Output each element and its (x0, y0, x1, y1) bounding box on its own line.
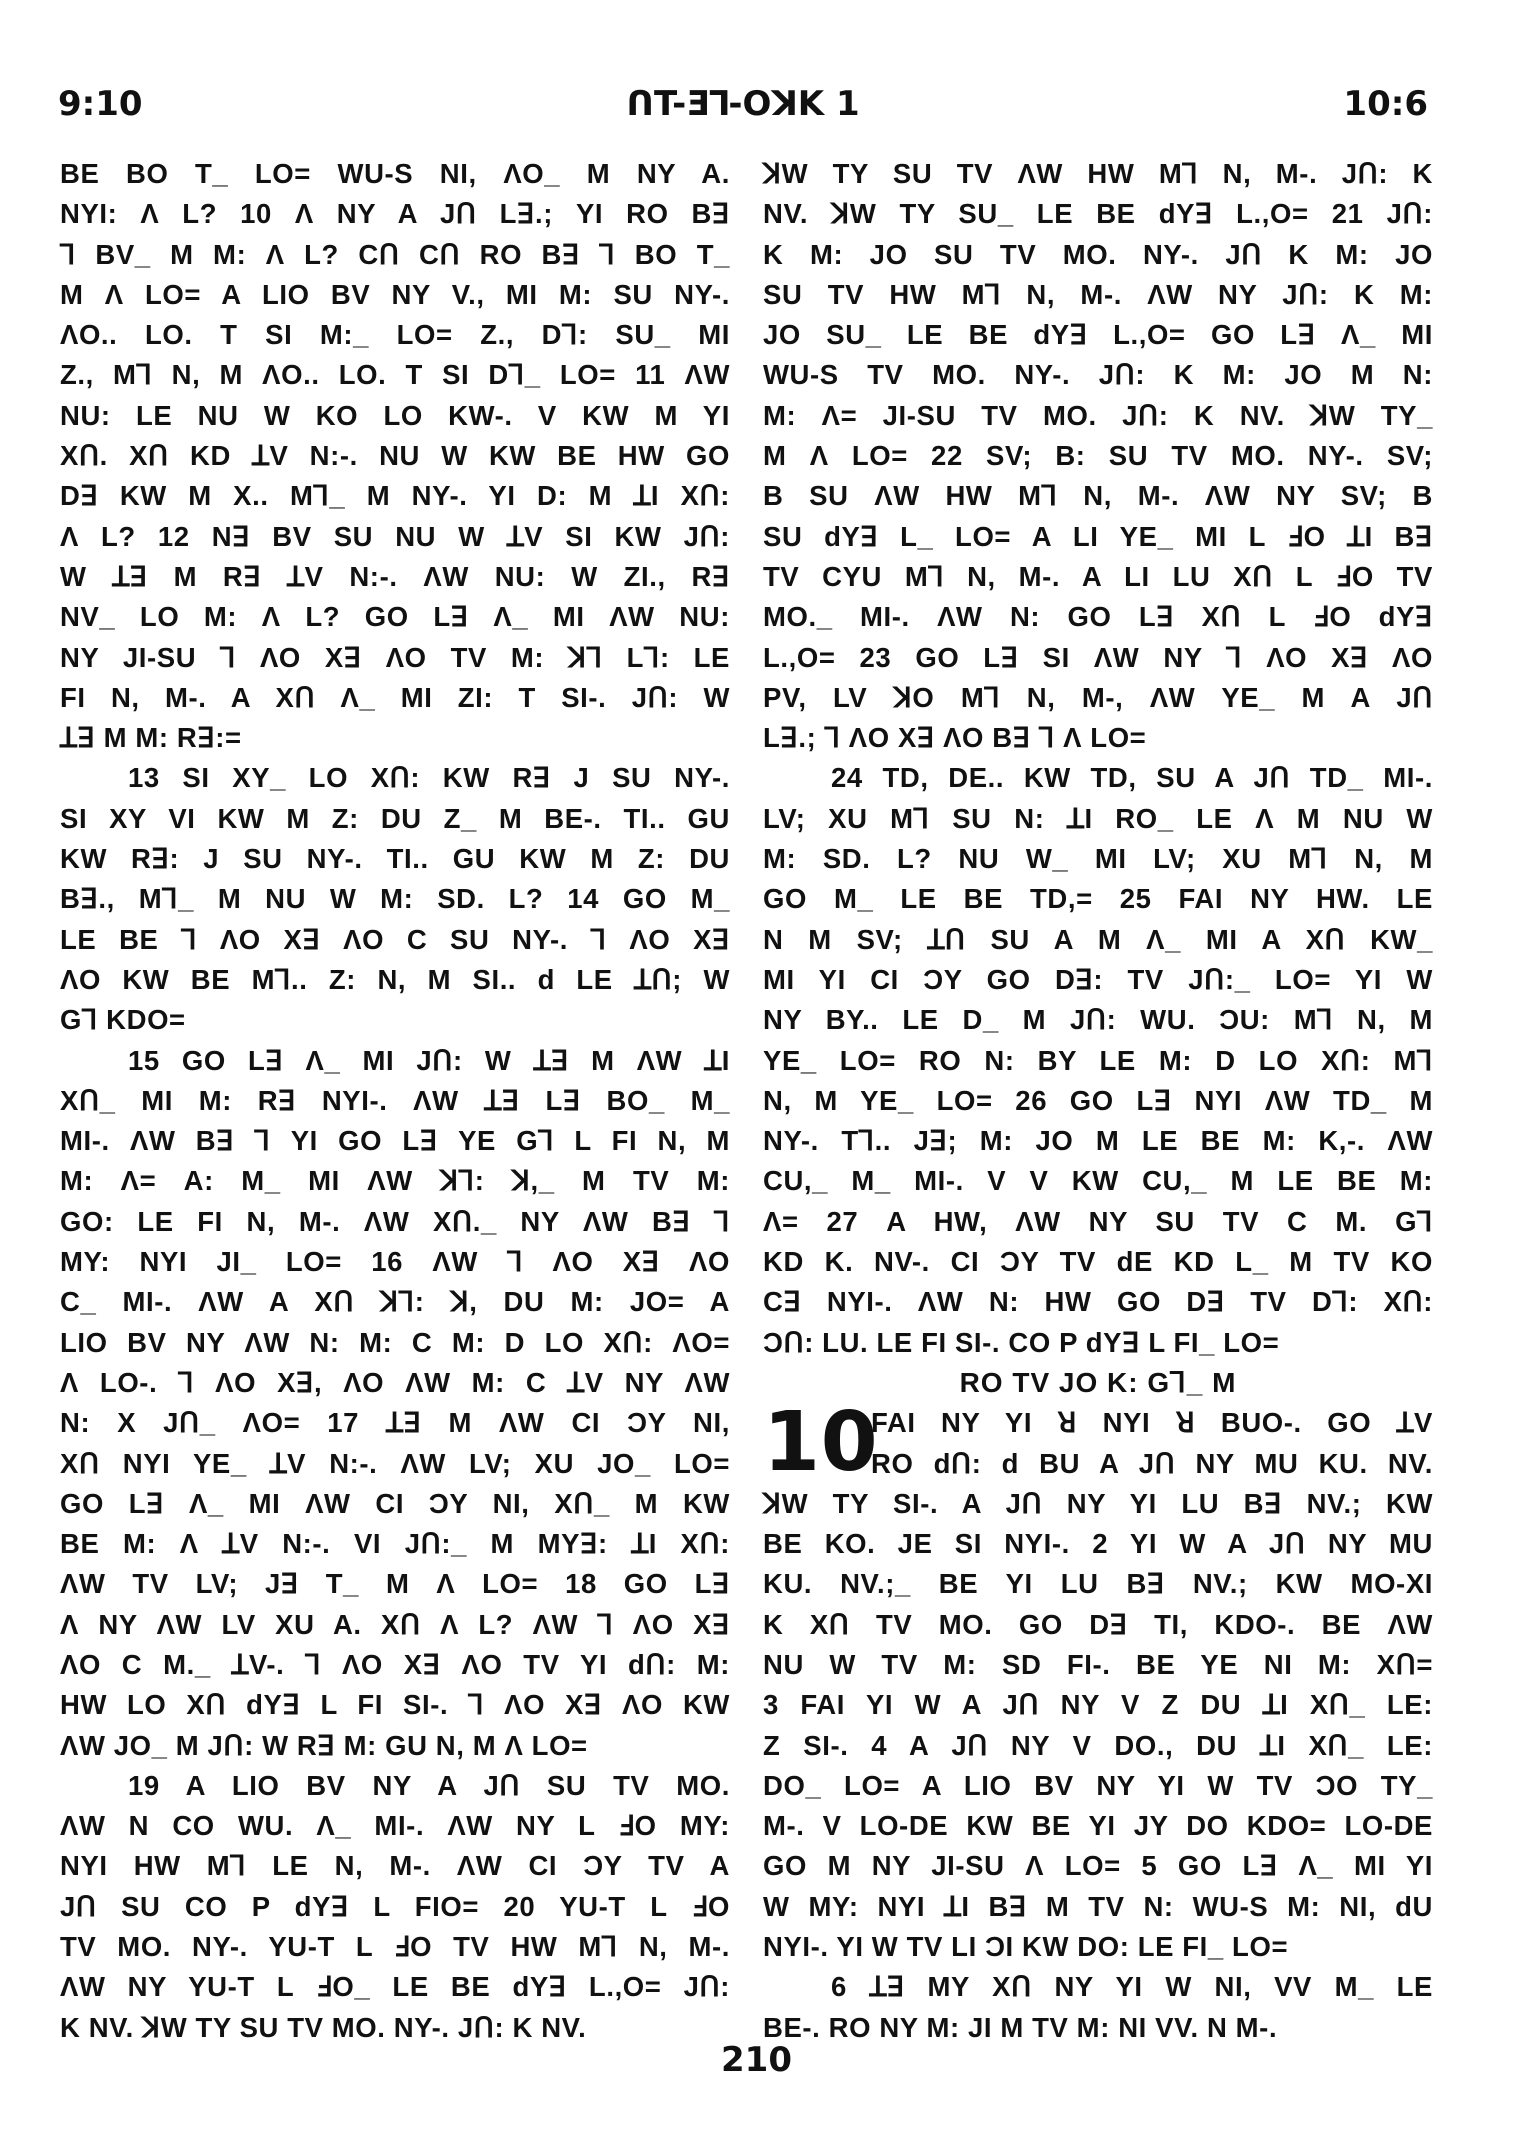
text-line: DO_ LO= A LIO BV NY YI W TV ƆO TY_ (763, 1769, 1433, 1801)
text-line: WU-S TV MO. NY-. Jꓵ: K M: JO M N: (763, 359, 1433, 391)
text-line: LV; XU Mꓶ SU N: ꓕI RO_ LE Λ M NU W (763, 802, 1433, 834)
text-line: BE M: Λ ꓕV N:-. VI Jꓵ:_ M MYꓱ: ꓕI Xꓵ: (60, 1528, 730, 1560)
text-line: NY BY.. LE D_ M Jꓵ: WU. ƆU: Mꓶ N, M (763, 1004, 1433, 1036)
chapter-opening (763, 1395, 1433, 1491)
text-line: GO M NY JI-SU Λ LO= 5 GO Lꓱ Λ_ MI YI (763, 1850, 1433, 1882)
text-line: Λ L? 12 Nꓱ BV SU NU W ꓕV SI KW Jꓵ: (60, 520, 730, 552)
text-line: Λ LO-. ꓶ ΛO Xꓱ, ΛO ΛW M: C ꓕV NY ΛW (60, 1366, 730, 1398)
text-line: Z SI-. 4 A Jꓵ NY V DO., DU ꓕI Xꓵ_ LE: (763, 1729, 1433, 1761)
text-line: ΛW NY YU-T L ꓞO_ LE BE dYꓱ L.,O= Jꓵ: (60, 1971, 730, 2003)
text-line: MY: NYI JI_ LO= 16 ΛW ꓶ ΛO Xꓱ ΛO (60, 1246, 730, 1278)
text-line: K M: JO SU TV MO. NY-. Jꓵ K M: JO (763, 238, 1433, 270)
header-book-title: ꓵT-Ǝꓶ-OꓘK 1 (626, 84, 860, 124)
text-line: GO M_ LE BE TD,= 25 FAI NY HW. LE (763, 883, 1433, 915)
text-line: C_ MI-. ΛW A Xꓵ ꓘꓶ: ꓘ, DU M: JO= A (60, 1286, 730, 1318)
text-line: 6 ꓕꓱ MY Xꓵ NY YI W NI, VV M_ LE (831, 1971, 1433, 2003)
running-header (58, 84, 1428, 132)
left-text-column (60, 154, 730, 2048)
page-number: 210 (721, 2040, 792, 2080)
text-line: 15 GO Lꓱ Λ_ MI Jꓵ: W ꓕꓱ M ΛW ꓕI (128, 1044, 730, 1076)
text-line: L.,O= 23 GO Lꓱ SI ΛW NY ꓶ ΛO Xꓱ ΛO (763, 641, 1433, 673)
text-line: M Λ LO= 22 SV; B: SU TV MO. NY-. SV; (763, 440, 1433, 472)
text-line: K Xꓵ TV MO. GO Dꓱ TI, KDO-. BE ΛW (763, 1608, 1433, 1640)
text-line: HW LO Xꓵ dYꓱ L FI SI-. ꓶ ΛO Xꓱ ΛO KW (60, 1689, 730, 1721)
text-line: ΛO.. LO. T SI M:_ LO= Z., Dꓶ: SU_ MI (60, 319, 730, 351)
text-line: N, M YE_ LO= 26 GO Lꓱ NYI ΛW TD_ M (763, 1084, 1433, 1116)
chapter-first-line: RO dꓵ: d BU A Jꓵ NY MU KU. NV. (871, 1447, 1433, 1479)
chapter-heading: RO TV JO K: Gꓶ_ M (959, 1366, 1237, 1398)
header-verse-left: 9:10 (58, 84, 143, 124)
text-line: ΛW N CO WU. Λ_ MI-. ΛW NY L ꓞO MY: (60, 1810, 730, 1842)
text-line: NU: LE NU W KO LO KW-. V KW M YI (60, 399, 730, 431)
text-line: LE BE ꓶ ΛO Xꓱ ΛO C SU NY-. ꓶ ΛO Xꓱ (60, 923, 730, 955)
text-line: Ɔꓵ: LU. LE FI SI-. CO P dYꓱ L FI_ LO= (763, 1326, 1280, 1358)
text-line: ꓘW TY SI-. A Jꓵ NY YI LU Bꓱ NV.; KW (763, 1487, 1433, 1519)
text-line: GO: LE FI N, M-. ΛW Xꓵ._ NY ΛW Bꓱ ꓶ (60, 1205, 730, 1237)
text-line: NYI: Λ L? 10 Λ NY A Jꓵ Lꓱ.; YI RO Bꓱ (60, 198, 730, 230)
text-line: Λ= 27 A HW, ΛW NY SU TV C M. Gꓶ (763, 1205, 1433, 1237)
text-line: TV MO. NY-. YU-T L ꓞO TV HW Mꓶ N, M-. (60, 1931, 730, 1963)
text-line: BE BO T_ LO= WU-S NI, ΛO_ M NY A. (60, 158, 730, 189)
text-line: KU. NV.;_ BE YI LU Bꓱ NV.; KW MO-XI (763, 1568, 1433, 1600)
text-line: N M SV; ꓕꓵ SU A M Λ_ MI A Xꓵ KW_ (763, 923, 1433, 955)
text-line: ꓕꓱ M M: Rꓱ:= (60, 722, 242, 754)
text-line: Cꓱ NYI-. ΛW N: HW GO Dꓱ TV Dꓶ: Xꓵ: (763, 1286, 1433, 1318)
text-line: ꓶ BV_ M M: Λ L? Cꓵ Cꓵ RO Bꓱ ꓶ BO T_ (60, 238, 730, 270)
text-line: Gꓶ KDO= (60, 1004, 186, 1036)
text-line: MI YI CI ƆY GO Dꓱ: TV Jꓵ:_ LO= YI W (763, 963, 1433, 995)
text-line: NY JI-SU ꓶ ΛO Xꓱ ΛO TV M: ꓘꓶ Lꓶ: LE (60, 641, 730, 673)
text-line: M-. V LO-DE KW BE YI JY DO KDO= LO-DE (763, 1810, 1433, 1842)
text-line: BE KO. JE SI NYI-. 2 YI W A Jꓵ NY MU (763, 1528, 1433, 1560)
text-line: Xꓵ NYI YE_ ꓕV N:-. ΛW LV; XU JO_ LO= (60, 1447, 730, 1479)
text-line: Xꓵ_ MI M: Rꓱ NYI-. ΛW ꓕꓱ Lꓱ BO_ M_ (60, 1084, 730, 1116)
text-line: M: SD. L? NU W_ MI LV; XU Mꓶ N, M (763, 843, 1433, 875)
text-line: Z., Mꓶ N, M ΛO.. LO. T SI Dꓶ_ LO= 11 ΛW (60, 359, 730, 391)
text-line: CU,_ M_ MI-. V V KW CU,_ M LE BE M: (763, 1165, 1433, 1197)
text-line: Λ NY ΛW LV XU A. Xꓵ Λ L? ΛW ꓶ ΛO Xꓱ (60, 1608, 730, 1640)
text-line: ΛO C M._ ꓕV-. ꓶ ΛO Xꓱ ΛO TV YI dꓵ: M: (60, 1648, 730, 1680)
text-line: SI XY VI KW M Z: DU Z_ M BE-. TI.. GU (60, 802, 730, 834)
right-text-column (763, 154, 1433, 2048)
chapter-body (763, 1484, 1433, 2048)
text-line: ΛO KW BE Mꓶ.. Z: N, M SI.. d LE ꓕꓵ; W (60, 963, 730, 995)
text-line: MO._ MI-. ΛW N: GO Lꓱ Xꓵ L ꓞO dYꓱ (763, 601, 1433, 633)
text-line: M: Λ= JI-SU TV MO. Jꓵ: K NV. ꓘW TY_ (763, 399, 1433, 431)
chapter-first-line: FAI NY YI ꓤ NYI ꓤ BUO-. GO ꓕV (871, 1407, 1433, 1439)
text-line: KW Rꓱ: J SU NY-. TI.. GU KW M Z: DU (60, 843, 730, 875)
text-line: N: X Jꓵ_ ΛO= 17 ꓕꓱ M ΛW CI ƆY NI, (60, 1407, 730, 1439)
text-line: Dꓱ KW M X.. Mꓶ_ M NY-. YI D: M ꓕI Xꓵ: (60, 480, 730, 512)
text-line: Bꓱ., Mꓶ_ M NU W M: SD. L? 14 GO M_ (60, 883, 730, 915)
text-line: NY-. Tꓶ.. Jꓱ; M: JO M LE BE M: K,-. ΛW (763, 1125, 1433, 1157)
text-line: Xꓵ. Xꓵ KD ꓕV N:-. NU W KW BE HW GO (60, 440, 730, 472)
text-line: Lꓱ.; ꓶ ΛO Xꓱ ΛO Bꓱ ꓶ Λ LO= (763, 722, 1147, 754)
text-line: SU dYꓱ L_ LO= A LI YE_ MI L ꓞO ꓕI Bꓱ (763, 520, 1433, 552)
text-line: LIO BV NY ΛW N: M: C M: D LO Xꓵ: ΛO= (60, 1326, 730, 1358)
text-line: GO Lꓱ Λ_ MI ΛW CI ƆY NI, Xꓵ_ M KW (60, 1487, 730, 1519)
text-line: W MY: NYI ꓕI Bꓱ M TV N: WU-S M: NI, dU (763, 1890, 1433, 1922)
text-line: BE-. RO NY M: JI M TV M: NI VV. N M-. (763, 2011, 1278, 2043)
chapter-number-dropcap: 10 (763, 1395, 879, 1491)
text-line: NV_ LO M: Λ L? GO Lꓱ Λ_ MI ΛW NU: (60, 601, 730, 633)
text-line: TV CYU Mꓶ N, M-. A LI LU Xꓵ L ꓞO TV (763, 560, 1433, 592)
text-line: ꓘW TY SU TV ΛW HW Mꓶ N, M-. Jꓵ: K (763, 158, 1433, 189)
text-line: NYI-. YI W TV LI ƆI KW DO: LE FI_ LO= (763, 1931, 1289, 1963)
text-line: PV, LV ꓘO Mꓶ N, M-, ΛW YE_ M A Jꓵ (763, 681, 1433, 713)
header-verse-right: 10:6 (1343, 84, 1428, 124)
text-line: MI-. ΛW Bꓱ ꓶ YI GO Lꓱ YE Gꓶ L FI N, M (60, 1125, 730, 1157)
text-line: 19 A LIO BV NY A Jꓵ SU TV MO. (128, 1769, 730, 1801)
text-line: K NV. ꓘW TY SU TV MO. NY-. Jꓵ: K NV. (60, 2011, 587, 2043)
text-line: M: Λ= A: M_ MI ΛW ꓘꓶ: ꓘ,_ M TV M: (60, 1165, 730, 1197)
text-line: 24 TD, DE.. KW TD, SU A Jꓵ TD_ MI-. (831, 762, 1433, 794)
text-line: B SU ΛW HW Mꓶ N, M-. ΛW NY SV; B (763, 480, 1433, 512)
text-line: 13 SI XY_ LO Xꓵ: KW Rꓱ J SU NY-. (128, 762, 730, 794)
text-line: M Λ LO= A LIO BV NY V., MI M: SU NY-. (60, 278, 730, 310)
text-line: NV. ꓘW TY SU_ LE BE dYꓱ L.,O= 21 Jꓵ: (763, 198, 1433, 230)
text-line: ΛW TV LV; Jꓱ T_ M Λ LO= 18 GO Lꓱ (60, 1568, 730, 1600)
text-line: ΛW JO_ M Jꓵ: W Rꓱ M: GU N, M Λ LO= (60, 1729, 588, 1761)
text-line: YE_ LO= RO N: BY LE M: D LO Xꓵ: Mꓶ (763, 1044, 1433, 1076)
text-line: Jꓵ SU CO P dYꓱ L FIO= 20 YU-T L ꓞO (60, 1890, 730, 1922)
text-line: KD K. NV-. CI ƆY TV dE KD L_ M TV KO (763, 1246, 1433, 1278)
text-line: 3 FAI YI W A Jꓵ NY V Z DU ꓕI Xꓵ_ LE: (763, 1689, 1433, 1721)
text-line: W ꓕꓱ M Rꓱ ꓕV N:-. ΛW NU: W ZI., Rꓱ (60, 560, 730, 592)
text-line: JO SU_ LE BE dYꓱ L.,O= GO Lꓱ Λ_ MI (763, 319, 1433, 351)
right-column-continuation (763, 154, 1433, 1363)
text-line: NU W TV M: SD FI-. BE YE NI M: Xꓵ= (763, 1648, 1433, 1680)
text-line: FI N, M-. A Xꓵ Λ_ MI ZI: T SI-. Jꓵ: W (60, 681, 730, 713)
text-line: NYI HW Mꓶ LE N, M-. ΛW CI ƆY TV A (60, 1850, 730, 1882)
text-line: SU TV HW Mꓶ N, M-. ΛW NY Jꓵ: K M: (763, 278, 1433, 310)
